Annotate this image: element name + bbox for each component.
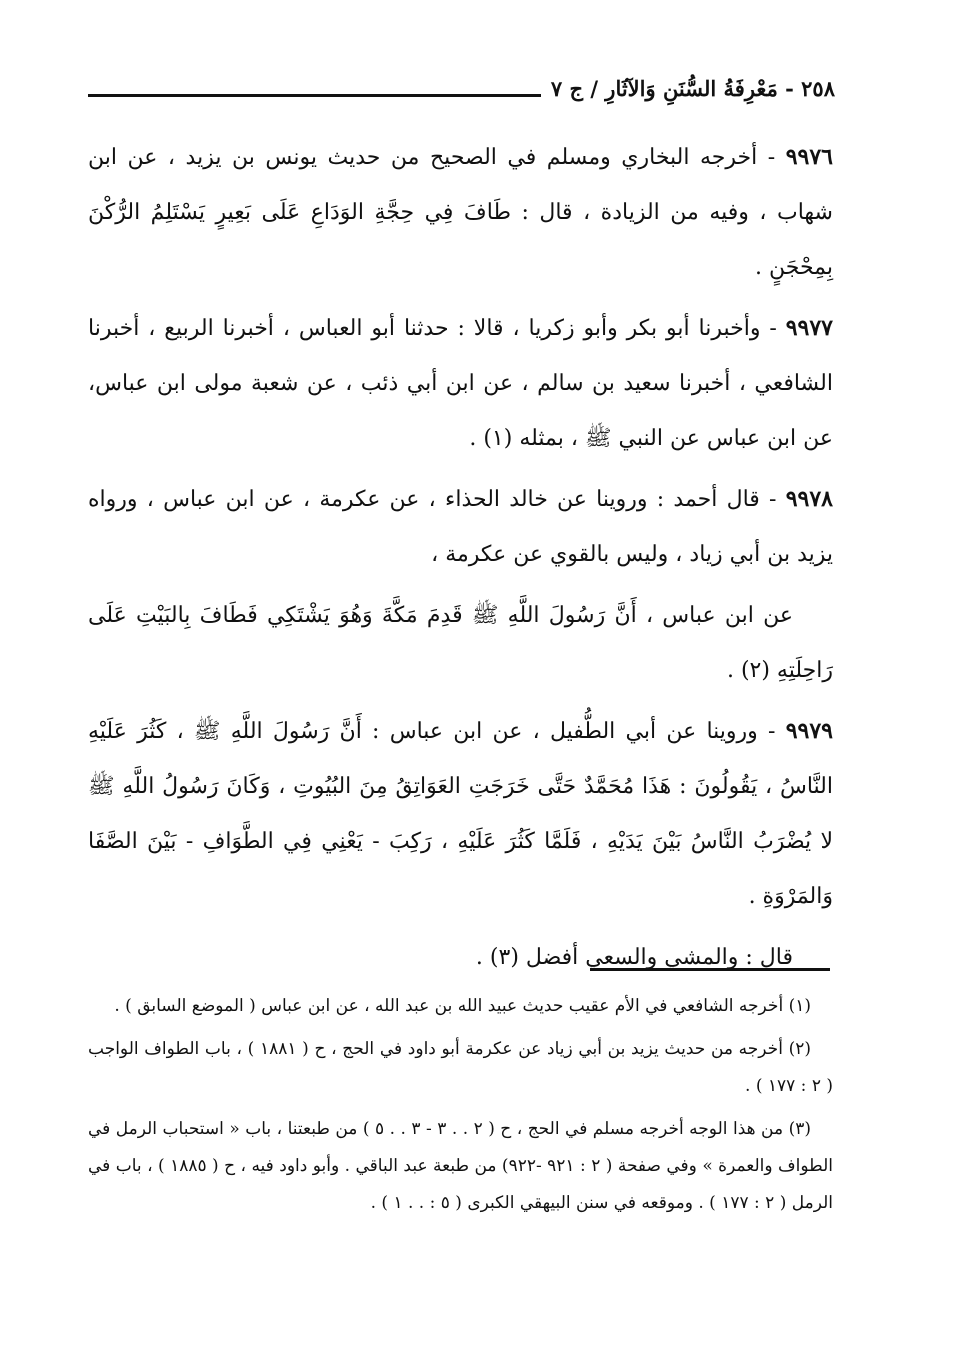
hadith-9978-continuation	[88, 588, 833, 698]
hadith-9979-continuation	[88, 930, 833, 985]
footnote-2: (٢) أخرجه من حديث يزيد بن أبي زياد عن عكرمة أبو داود في الحج ، ح ( ١٨٨١ ) ، باب الطواف الواجب ( ٢ : ١٧٧ ) .	[88, 1039, 833, 1096]
hadith-text: - قال أحمد : وروينا عن خالد الحذاء ، عن عكرمة ، عن ابن عباس ، ورواه يزيد بن أبي زياد ، وليس بالقوي عن عكرمة ،	[88, 487, 833, 567]
hadith-9979	[88, 704, 833, 924]
hadith-9978	[88, 472, 833, 582]
footnotes	[88, 988, 833, 1228]
hadith-text: - أخرجه البخاري ومسلم في الصحيح من حديث يونس بن يزيد ، عن ابن شهاب ، وفيه من الزيادة ، قال : طَافَ فِي حِجَّةِ الوَدَاعِ عَلَى بَعِيرٍ يَسْتَلِمُ الرُّكْنَ بِمِحْجَنٍ .	[88, 145, 833, 280]
hadith-number: ٩٩٧٩	[785, 718, 833, 744]
hadith-text: قال : والمشي والسعي أفضل (٣) .	[475, 945, 793, 970]
footnote-1: (١) أخرجه الشافعي في الأم عقيب حديث عبيد الله بن عبد الله ، عن ابن عباس ( الموضع السابق ) .	[114, 996, 811, 1016]
running-title: ٢٥٨ - مَعْرِفَةُ السُّنَنِ وَالآثَارِ / ج ٧	[541, 72, 835, 106]
footnote-3: (٣) من هذا الوجه أخرجه مسلم في الحج ، ح ( ٢ . . ٣ - ٣ . . ٥ ) من طبعتنا ، باب « استحباب الرمل في الطواف والعمرة » وفي صفحة ( ٢ : ٩٢١ -٩٢٢) من طبعة عبد الباقي . وأبو داود فيه ، ح ( ١٨٨٥ ) ، باب في الرمل ( ٢ : ١٧٧ ) . وموقعه في سنن البيهقي الكبرى ( ٥ : . . ١ ) .	[88, 1119, 834, 1213]
main-text	[88, 130, 833, 991]
hadith-9977	[88, 301, 833, 466]
hadith-text: - وروينا عن أبي الطُّفيل ، عن ابن عباس : أَنَّ رَسُولَ اللَّهِ ﷺ ، كَثُرَ عَلَيْهِ النَّاسُ ، يَقُولُونَ : هَذَا مُحَمَّدٌ حَتَّى خَرَجَتِ العَوَاتِقُ مِنَ البُيُوتِ ، وَكَانَ رَسُولُ اللَّهِ ﷺ لا يُضْرَبُ النَّاسُ بَيْنَ يَدَيْهِ ، فَلَمَّا كَثُرَ عَلَيْهِ ، رَكِبَ - يَعْنِي فِي الطَّوَافِ - بَيْنَ الصَّفَا وَالمَرْوَةِ .	[88, 719, 833, 909]
hadith-9976	[88, 130, 833, 295]
hadith-number: ٩٩٧٦	[785, 144, 833, 170]
hadith-text: عن ابن عباس ، أَنَّ رَسُولَ اللَّهِ ﷺ قَدِمَ مَكَّةَ وَهُوَ يَشْتَكِي فَطَافَ بِالبَيْتِ عَلَى رَاحِلَتِهِ (٢) .	[88, 603, 833, 683]
hadith-number: ٩٩٧٧	[785, 315, 833, 341]
footnote-rule	[590, 968, 830, 971]
hadith-text: - وأخبرنا أبو بكر وأبو زكريا ، قالا : حدثنا أبو العباس ، أخبرنا الربيع ، أخبرنا الشافعي ، أخبرنا سعيد بن سالم ، عن ابن أبي ذئب ، عن شعبة مولى ابن عباس، عن ابن عباس عن النبي ﷺ ، بمثله (١) .	[88, 316, 833, 451]
page-header	[88, 72, 835, 106]
header-rule	[88, 94, 595, 97]
hadith-number: ٩٩٧٨	[785, 486, 833, 512]
